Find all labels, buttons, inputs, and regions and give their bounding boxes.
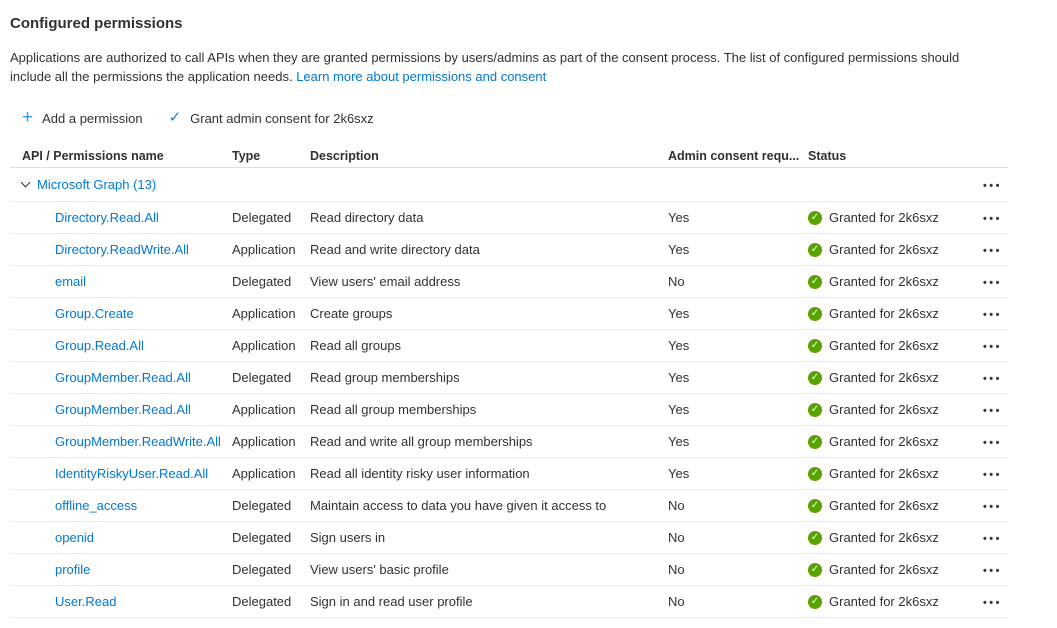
- permission-name-link[interactable]: GroupMember.ReadWrite.All: [55, 434, 221, 449]
- more-options-button[interactable]: •••: [982, 244, 1002, 257]
- permission-row: [10, 554, 1008, 586]
- permission-row: [10, 330, 1008, 362]
- permission-description: Read group memberships: [310, 370, 460, 385]
- description-text: Applications are authorized to call APIs when they are granted permissions by users/admins as part of the consent process. The list of configured permissions should include all the permissions the application needs.: [10, 50, 960, 84]
- api-group-row: [10, 168, 1008, 202]
- permission-name-cell: [22, 274, 232, 289]
- api-group-name-cell: [22, 177, 232, 192]
- status-cell: [808, 338, 958, 353]
- column-header-description: Description: [310, 148, 379, 163]
- permission-name-cell: [22, 242, 232, 257]
- status-cell: [808, 594, 958, 609]
- permission-name-link[interactable]: Directory.Read.All: [55, 210, 159, 225]
- admin-consent-required: No: [668, 274, 685, 289]
- more-options-button[interactable]: •••: [982, 372, 1002, 385]
- admin-consent-required: No: [668, 530, 685, 545]
- permission-name-link[interactable]: openid: [55, 530, 95, 545]
- permission-description: Maintain access to data you have given it access to: [310, 498, 607, 513]
- granted-check-icon: ✓: [808, 435, 822, 449]
- granted-check-icon: ✓: [808, 563, 822, 577]
- status-badge: Granted for 2k6sxz: [829, 210, 939, 225]
- status-cell: [808, 562, 958, 577]
- permission-name-cell: [22, 370, 232, 385]
- permissions-table: [10, 144, 1008, 618]
- permission-name-cell: [22, 466, 232, 481]
- permission-description: Read and write all group memberships: [310, 434, 533, 449]
- granted-check-icon: ✓: [808, 243, 822, 257]
- status-cell: [808, 210, 958, 225]
- status-badge: Granted for 2k6sxz: [829, 594, 939, 609]
- more-options-button[interactable]: •••: [982, 564, 1002, 577]
- permission-row: [10, 362, 1008, 394]
- admin-consent-required: Yes: [668, 242, 690, 257]
- permission-description: Create groups: [310, 306, 393, 321]
- status-cell: [808, 242, 958, 257]
- page-description: [10, 48, 1002, 86]
- permission-name-link[interactable]: profile: [55, 562, 91, 577]
- permission-name-cell: [22, 402, 232, 417]
- admin-consent-required: Yes: [668, 466, 690, 481]
- permission-row: [10, 426, 1008, 458]
- status-badge: Granted for 2k6sxz: [829, 402, 939, 417]
- permission-name-link[interactable]: User.Read: [55, 594, 117, 609]
- status-badge: Granted for 2k6sxz: [829, 530, 939, 545]
- permission-type: Delegated: [232, 562, 292, 577]
- permission-description: Sign users in: [310, 530, 386, 545]
- grant-admin-consent-button[interactable]: [169, 110, 374, 126]
- permission-description: Sign in and read user profile: [310, 594, 473, 609]
- permission-name-link[interactable]: Group.Create: [55, 306, 134, 321]
- more-options-button[interactable]: •••: [982, 340, 1002, 353]
- permission-row: [10, 490, 1008, 522]
- permission-row: [10, 298, 1008, 330]
- permission-description: View users' basic profile: [310, 562, 449, 577]
- permission-row: [10, 586, 1008, 618]
- permission-row: [10, 522, 1008, 554]
- status-badge: Granted for 2k6sxz: [829, 562, 939, 577]
- permission-name-link[interactable]: offline_access: [55, 498, 138, 513]
- permission-description: Read and write directory data: [310, 242, 480, 257]
- table-header-row: [10, 144, 1008, 168]
- permission-name-cell: [22, 306, 232, 321]
- plus-icon: +: [22, 107, 34, 128]
- permission-name-cell: [22, 338, 232, 353]
- permission-name-link[interactable]: IdentityRiskyUser.Read.All: [55, 466, 209, 481]
- admin-consent-required: Yes: [668, 370, 690, 385]
- api-group-link[interactable]: Microsoft Graph (13): [37, 177, 157, 192]
- granted-check-icon: ✓: [808, 307, 822, 321]
- status-cell: [808, 274, 958, 289]
- granted-check-icon: ✓: [808, 371, 822, 385]
- admin-consent-required: Yes: [668, 306, 690, 321]
- granted-check-icon: ✓: [808, 467, 822, 481]
- column-header-type: Type: [232, 148, 261, 163]
- permission-name-link[interactable]: email: [55, 274, 87, 289]
- add-permission-label: Add a permission: [42, 110, 143, 126]
- permission-name-cell: [22, 498, 232, 513]
- status-badge: Granted for 2k6sxz: [829, 306, 939, 321]
- permission-row: [10, 458, 1008, 490]
- permissions-toolbar: [10, 108, 1047, 128]
- admin-consent-required: No: [668, 562, 685, 577]
- permission-description: Read all groups: [310, 338, 402, 353]
- admin-consent-required: Yes: [668, 434, 690, 449]
- permission-name-cell: [22, 594, 232, 609]
- status-cell: [808, 466, 958, 481]
- permission-row: [10, 202, 1008, 234]
- add-permission-button[interactable]: [22, 107, 143, 128]
- more-options-button[interactable]: •••: [982, 276, 1002, 289]
- page-title: Configured permissions: [10, 15, 183, 32]
- status-cell: [808, 402, 958, 417]
- more-options-button[interactable]: •••: [982, 404, 1002, 417]
- status-cell: [808, 370, 958, 385]
- admin-consent-required: Yes: [668, 338, 690, 353]
- more-options-button[interactable]: •••: [982, 436, 1002, 449]
- permission-type: Delegated: [232, 274, 292, 289]
- permission-type: Application: [232, 338, 296, 353]
- permission-description: Read all identity risky user information: [310, 466, 530, 481]
- status-badge: Granted for 2k6sxz: [829, 370, 939, 385]
- permission-name-link[interactable]: GroupMember.Read.All: [55, 402, 191, 417]
- granted-check-icon: ✓: [808, 275, 822, 289]
- permission-type: Application: [232, 466, 296, 481]
- granted-check-icon: ✓: [808, 531, 822, 545]
- column-header-admin-consent: Admin consent requ...: [668, 148, 800, 163]
- granted-check-icon: ✓: [808, 499, 822, 513]
- more-options-button[interactable]: •••: [982, 468, 1002, 481]
- admin-consent-required: No: [668, 594, 685, 609]
- permission-name-link[interactable]: Group.Read.All: [55, 338, 144, 353]
- permission-description: Read all group memberships: [310, 402, 477, 417]
- status-badge: Granted for 2k6sxz: [829, 498, 939, 513]
- permission-row: [10, 266, 1008, 298]
- granted-check-icon: ✓: [808, 403, 822, 417]
- permission-name-link[interactable]: GroupMember.Read.All: [55, 370, 191, 385]
- status-cell: [808, 434, 958, 449]
- admin-consent-required: No: [668, 498, 685, 513]
- granted-check-icon: ✓: [808, 211, 822, 225]
- permission-name-cell: [22, 562, 232, 577]
- permission-type: Application: [232, 402, 296, 417]
- permission-name-cell: [22, 210, 232, 225]
- granted-check-icon: ✓: [808, 339, 822, 353]
- more-options-button[interactable]: •••: [982, 500, 1002, 513]
- permission-name-cell: [22, 434, 232, 449]
- permission-rows: [10, 202, 1008, 618]
- permission-type: Delegated: [232, 210, 292, 225]
- status-cell: [808, 530, 958, 545]
- permission-name-link[interactable]: Directory.ReadWrite.All: [55, 242, 189, 257]
- permission-row: [10, 234, 1008, 266]
- permission-type: Delegated: [232, 594, 292, 609]
- more-options-button[interactable]: •••: [982, 212, 1002, 225]
- permission-type: Delegated: [232, 530, 292, 545]
- permission-type: Application: [232, 242, 296, 257]
- admin-consent-required: Yes: [668, 402, 690, 417]
- column-header-status: Status: [808, 148, 847, 163]
- status-cell: [808, 306, 958, 321]
- more-options-button[interactable]: •••: [982, 596, 1002, 609]
- permission-name-cell: [22, 530, 232, 545]
- grant-admin-consent-label: Grant admin consent for 2k6sxz: [190, 110, 374, 126]
- more-options-button[interactable]: •••: [982, 308, 1002, 321]
- permission-type: Application: [232, 434, 296, 449]
- permission-description: View users' email address: [310, 274, 461, 289]
- more-options-button[interactable]: •••: [982, 532, 1002, 545]
- status-badge: Granted for 2k6sxz: [829, 274, 939, 289]
- permission-type: Delegated: [232, 498, 292, 513]
- chevron-down-icon[interactable]: [21, 178, 31, 188]
- status-badge: Granted for 2k6sxz: [829, 466, 939, 481]
- permission-description: Read directory data: [310, 210, 424, 225]
- status-badge: Granted for 2k6sxz: [829, 242, 939, 257]
- learn-more-link[interactable]: Learn more about permissions and consent: [296, 69, 547, 84]
- status-badge: Granted for 2k6sxz: [829, 338, 939, 353]
- more-options-button[interactable]: •••: [982, 179, 1002, 192]
- granted-check-icon: ✓: [808, 595, 822, 609]
- status-cell: [808, 498, 958, 513]
- permission-type: Application: [232, 306, 296, 321]
- column-header-name: API / Permissions name: [22, 148, 164, 163]
- checkmark-icon: ✓: [168, 109, 182, 126]
- permission-row: [10, 394, 1008, 426]
- permission-type: Delegated: [232, 370, 292, 385]
- admin-consent-required: Yes: [668, 210, 690, 225]
- status-badge: Granted for 2k6sxz: [829, 434, 939, 449]
